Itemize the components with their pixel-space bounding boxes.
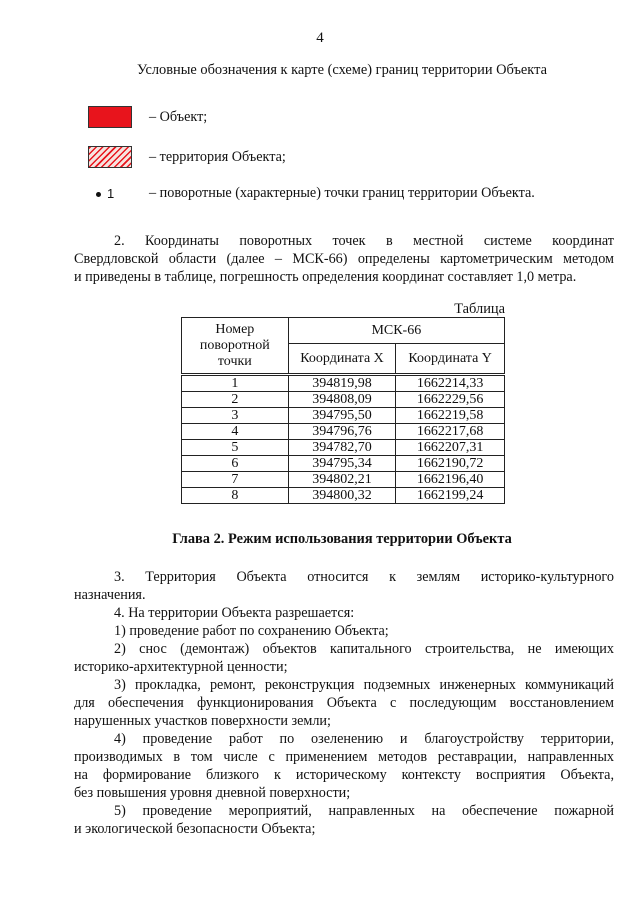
list-item-5: [74, 802, 614, 838]
paragraph-line: нарушенных участков поверхности земли;: [74, 713, 331, 729]
coordinate-x-cell: 394819,98: [288, 375, 396, 392]
paragraph-line: историко-архитектурной ценности;: [74, 659, 288, 675]
header-coordinate-system: МСК-66: [288, 318, 504, 344]
table-row: [182, 488, 505, 504]
red-hatched-rectangle-icon: [88, 146, 132, 168]
coordinate-x-cell: 394808,09: [288, 392, 396, 408]
table-row: [182, 408, 505, 424]
list-item-4: [74, 730, 614, 802]
point-number-cell: 6: [182, 456, 289, 472]
coordinate-y-cell: 1662207,31: [396, 440, 505, 456]
paragraph-line: Свердловской области (далее – МСК-66) определены картометрическим методом: [74, 251, 614, 267]
list-item-2: [74, 640, 614, 676]
coordinate-y-cell: 1662196,40: [396, 472, 505, 488]
coordinates-table: [181, 317, 505, 504]
page-number: 4: [316, 30, 324, 46]
point-number-cell: 2: [182, 392, 289, 408]
point-number-cell: 3: [182, 408, 289, 424]
header-coordinate-y: Координата Y: [396, 344, 505, 375]
point-number-cell: 7: [182, 472, 289, 488]
coordinate-x-cell: 394796,76: [288, 424, 396, 440]
legend-item-label: – поворотные (характерные) точки границ территории Объекта.: [149, 185, 535, 201]
header-point-number: Номер поворотной точки: [182, 318, 289, 375]
legend-item-label: – Объект;: [149, 109, 208, 125]
table-row: [182, 472, 505, 488]
paragraph-line: и приведены в таблице, погрешность определения координат составляет 1,0 метра.: [74, 269, 577, 285]
paragraph-line: для обеспечения функционирования Объекта с последующим восстановлением: [74, 695, 614, 711]
point-number-cell: 5: [182, 440, 289, 456]
section-2-paragraph: [74, 232, 614, 286]
paragraph-3: [74, 568, 614, 604]
paragraph-line: 3) прокладка, ремонт, реконструкция подземных инженерных коммуникаций: [114, 677, 614, 693]
legend-title: Условные обозначения к карте (схеме) границ территории Объекта: [137, 62, 547, 78]
list-item-1: [74, 622, 614, 640]
paragraph-line: 4. На территории Объекта разрешается:: [114, 605, 355, 621]
paragraph-line: 5) проведение мероприятий, направленных на обеспечение пожарной: [114, 803, 614, 819]
coordinate-x-cell: 394795,50: [288, 408, 396, 424]
coordinate-x-cell: 394782,70: [288, 440, 396, 456]
legend-item-object: [0, 106, 640, 130]
paragraph-line: 2. Координаты поворотных точек в местной системе координат: [114, 233, 614, 249]
table-row: [182, 392, 505, 408]
coordinate-x-cell: 394795,34: [288, 456, 396, 472]
coordinate-y-cell: 1662199,24: [396, 488, 505, 504]
red-filled-rectangle-icon: [88, 106, 132, 128]
coordinate-y-cell: 1662214,33: [396, 375, 505, 392]
coordinate-y-cell: 1662190,72: [396, 456, 505, 472]
paragraph-line: назначения.: [74, 587, 146, 603]
paragraph-line: 2) снос (демонтаж) объектов капитального строительства, не имеющих: [114, 641, 614, 657]
point-number-cell: 4: [182, 424, 289, 440]
point-symbol-label: 1: [107, 186, 115, 201]
coordinate-y-cell: 1662229,56: [396, 392, 505, 408]
paragraph-4: [74, 604, 614, 622]
paragraph-line: 3. Территория Объекта относится к землям историко-культурного: [114, 569, 614, 585]
paragraph-line: 4) проведение работ по озеленению и благоустройству территории,: [114, 731, 614, 747]
paragraph-line: 1) проведение работ по сохранению Объекта;: [114, 623, 389, 639]
point-number-cell: 1: [182, 375, 289, 392]
list-item-3: [74, 676, 614, 730]
turning-point-icon: [96, 186, 114, 201]
legend-item-label: – территория Объекта;: [149, 149, 286, 165]
legend-item-points: [0, 182, 640, 206]
coordinate-y-cell: 1662219,58: [396, 408, 505, 424]
table-row: [182, 424, 505, 440]
table-row: [182, 456, 505, 472]
coordinate-x-cell: 394800,32: [288, 488, 396, 504]
table-row: [182, 440, 505, 456]
paragraph-line: и экологической безопасности Объекта;: [74, 821, 316, 837]
table-caption: Таблица: [454, 301, 505, 317]
coordinate-x-cell: 394802,21: [288, 472, 396, 488]
paragraph-line: на формирование близкого к историческому контексту восприятия Объекта,: [74, 767, 614, 783]
header-coordinate-x: Координата X: [288, 344, 396, 375]
coordinate-y-cell: 1662217,68: [396, 424, 505, 440]
legend-item-territory: [0, 146, 640, 170]
chapter-title: Глава 2. Режим использования территории Объекта: [172, 531, 512, 547]
paragraph-line: без повышения уровня дневной поверхности;: [74, 785, 351, 801]
point-number-cell: 8: [182, 488, 289, 504]
table-row: [182, 375, 505, 392]
paragraph-line: производимых в том числе с применением методов реставрации, направленных: [74, 749, 614, 765]
